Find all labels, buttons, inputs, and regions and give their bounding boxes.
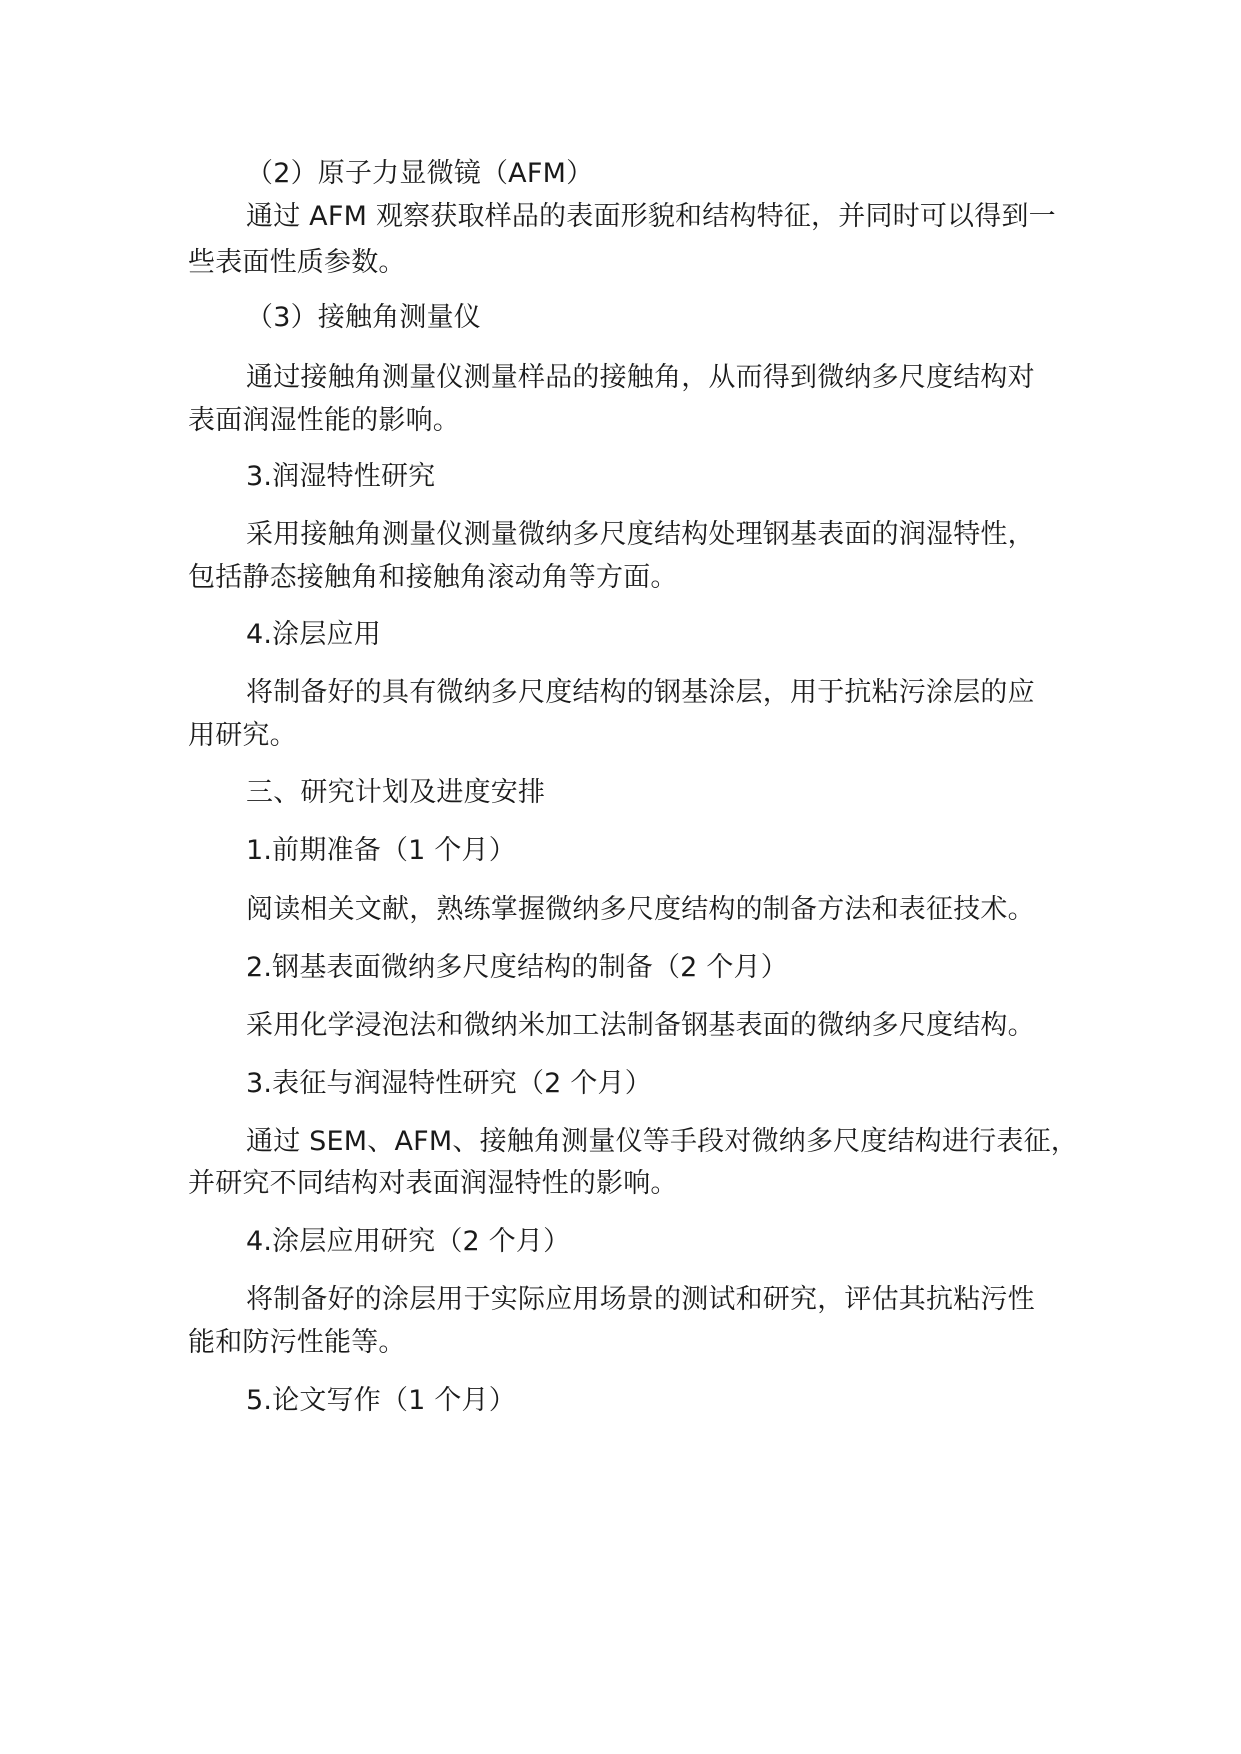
contact-angle-paragraph-line-1: 通过接触角测量仪测量样品的接触角，从而得到微纳多尺度结构对 (246, 362, 1035, 393)
characterization-paragraph-line-1: 通过 SEM、AFM、接触角测量仪等手段对微纳多尺度结构进行表征， (246, 1126, 1078, 1157)
prep-paragraph: 阅读相关文献，熟练掌握微纳多尺度结构的制备方法和表征技术。 (246, 894, 1035, 925)
afm-paragraph-line-1: 通过 AFM 观察获取样品的表面形貌和结构特征，并同时可以得到一 (246, 201, 1056, 232)
contact-angle-heading: （3）接触角测量仪 (246, 302, 481, 333)
wetting-paragraph-line-2: 包括静态接触角和接触角滚动角等方面。 (188, 562, 678, 593)
wetting-paragraph-line-1: 采用接触角测量仪测量微纳多尺度结构处理钢基表面的润湿特性， (246, 519, 1035, 550)
contact-angle-paragraph-line-2: 表面润湿性能的影响。 (188, 405, 460, 436)
writing-heading: 5.论文写作（1 个月） (246, 1385, 516, 1416)
coating-paragraph-line-2: 用研究。 (188, 720, 297, 751)
fabrication-paragraph: 采用化学浸泡法和微纳米加工法制备钢基表面的微纳多尺度结构。 (246, 1010, 1035, 1041)
application-paragraph-line-1: 将制备好的涂层用于实际应用场景的测试和研究，评估其抗粘污性 (246, 1284, 1035, 1315)
plan-section-heading: 三、研究计划及进度安排 (246, 777, 546, 808)
wetting-heading: 3.润湿特性研究 (246, 461, 436, 492)
coating-heading: 4.涂层应用 (246, 619, 381, 650)
application-paragraph-line-2: 能和防污性能等。 (188, 1327, 406, 1358)
characterization-heading: 3.表征与润湿特性研究（2 个月） (246, 1068, 652, 1099)
fabrication-heading: 2.钢基表面微纳多尺度结构的制备（2 个月） (246, 952, 788, 983)
afm-paragraph-line-2: 些表面性质参数。 (188, 247, 406, 278)
afm-heading: （2）原子力显微镜（AFM） (246, 158, 594, 189)
coating-paragraph-line-1: 将制备好的具有微纳多尺度结构的钢基涂层，用于抗粘污涂层的应 (246, 677, 1035, 708)
prep-heading: 1.前期准备（1 个月） (246, 835, 516, 866)
application-heading: 4.涂层应用研究（2 个月） (246, 1226, 571, 1257)
characterization-paragraph-line-2: 并研究不同结构对表面润湿特性的影响。 (188, 1168, 678, 1199)
